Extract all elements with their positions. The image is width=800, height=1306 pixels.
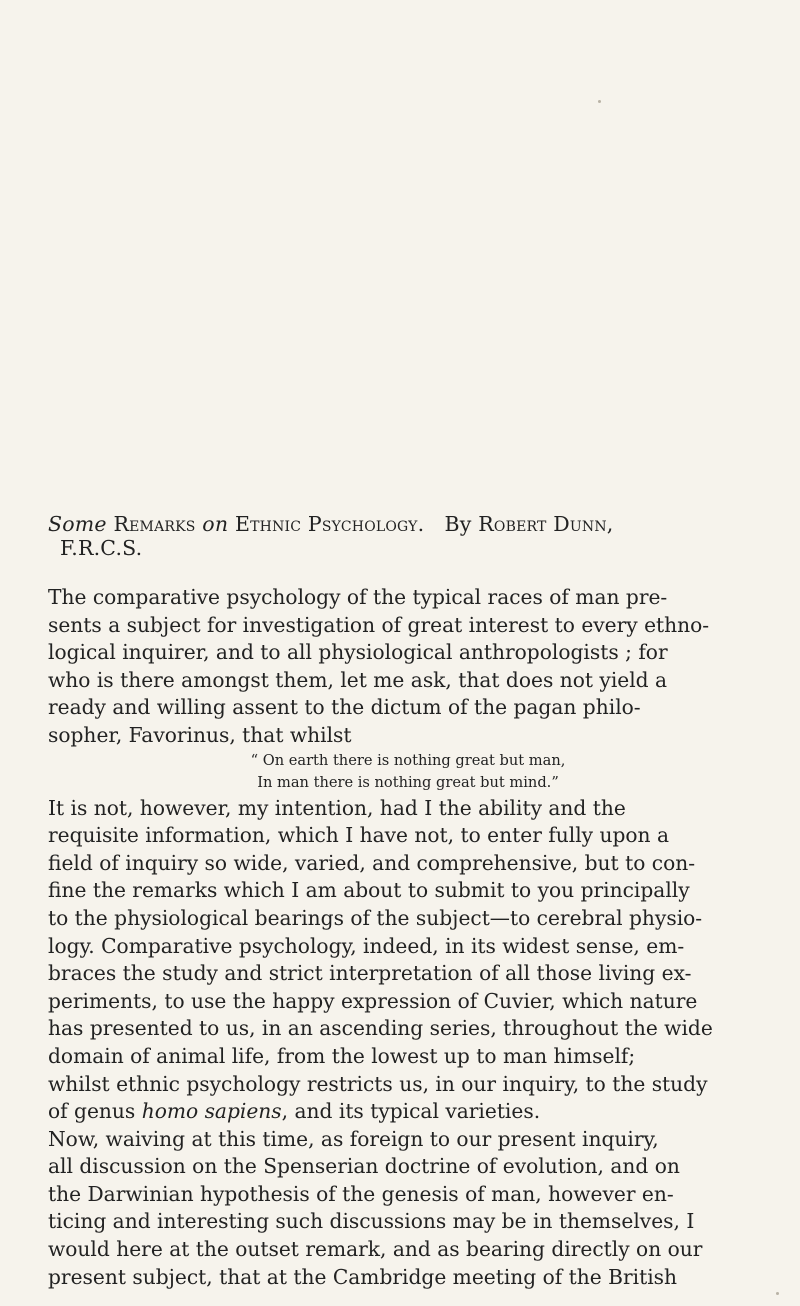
text-fragment: , and its typical varieties. <box>281 1099 541 1124</box>
heading-title-subject: Ethnic Psychology. <box>228 512 425 536</box>
text-line <box>48 1098 768 1126</box>
block-quote <box>48 751 768 792</box>
article-body <box>48 584 768 1291</box>
text-line: present subject, that at the Cambridge meeting of the British <box>48 1264 678 1289</box>
text-line: The comparative psychology of the typical races of man pre- <box>48 585 668 609</box>
text-line: sents a subject for investigation of great interest to every ethno- <box>48 612 710 637</box>
heading-title-on: on <box>202 512 229 536</box>
text-line: fine the remarks which I am about to submit to you principally <box>48 878 690 903</box>
text-line: the Darwinian hypothesis of the genesis of man, however en- <box>48 1181 674 1206</box>
text-line: ticing and interesting such discussions may be in themselves, I <box>48 1209 695 1234</box>
text-line: ready and willing assent to the dictum of the pagan philo- <box>48 695 641 720</box>
species-name: homo sapiens <box>141 1099 282 1124</box>
text-line: has presented to us, in an ascending series, throughout the wide <box>48 1016 713 1041</box>
paragraph-1 <box>48 584 768 750</box>
text-line: requisite information, which I have not, to enter fully upon a <box>48 823 670 848</box>
text-line: would here at the outset remark, and as bearing directly on our <box>48 1237 703 1262</box>
text-line: logy. Comparative psychology, indeed, in its widest sense, em- <box>48 933 685 958</box>
text-line: logical inquirer, and to all physiological anthropologists ; for <box>48 640 668 665</box>
text-line: sopher, Favorinus, that whilst <box>48 722 352 747</box>
text-line: braces the study and strict interpretation of all those living ex- <box>48 961 692 986</box>
text-line: periments, to use the happy expression of Cuvier, which nature <box>48 988 698 1013</box>
heading-title-line <box>48 512 768 536</box>
text-line: Now, waiving at this time, as foreign to our present inquiry, <box>48 1126 659 1151</box>
text-line: to the physiological bearings of the subject—to cerebral physio- <box>48 905 703 930</box>
text-line: who is there amongst them, let me ask, that does not yield a <box>48 667 668 692</box>
paper-speck <box>776 1292 779 1295</box>
heading-title-remarks: Remarks <box>106 512 203 536</box>
text-fragment: of genus <box>48 1099 142 1124</box>
heading-credentials: F.R.C.S. <box>60 536 143 560</box>
quote-line: In man there is nothing great but mind.” <box>257 773 559 791</box>
text-line: all discussion on the Spenserian doctrine of evolution, and on <box>48 1154 680 1179</box>
text-line: It is not, however, my intention, had I the ability and the <box>48 795 626 820</box>
heading-author-prefix: By <box>444 512 479 536</box>
text-line: field of inquiry so wide, varied, and comprehensive, but to con- <box>48 850 696 875</box>
heading-title-italic: Some <box>48 512 107 536</box>
heading-author-name: Robert Dunn, <box>478 512 614 536</box>
paragraph-3 <box>48 1126 768 1292</box>
article-heading <box>48 512 768 560</box>
quote-line: “ On earth there is nothing great but man, <box>250 751 566 769</box>
text-line: domain of animal life, from the lowest up to man himself; <box>48 1043 636 1068</box>
paragraph-2 <box>48 795 768 1126</box>
text-line: whilst ethnic psychology restricts us, in our inquiry, to the study <box>48 1071 708 1096</box>
paper-speck <box>598 100 601 103</box>
